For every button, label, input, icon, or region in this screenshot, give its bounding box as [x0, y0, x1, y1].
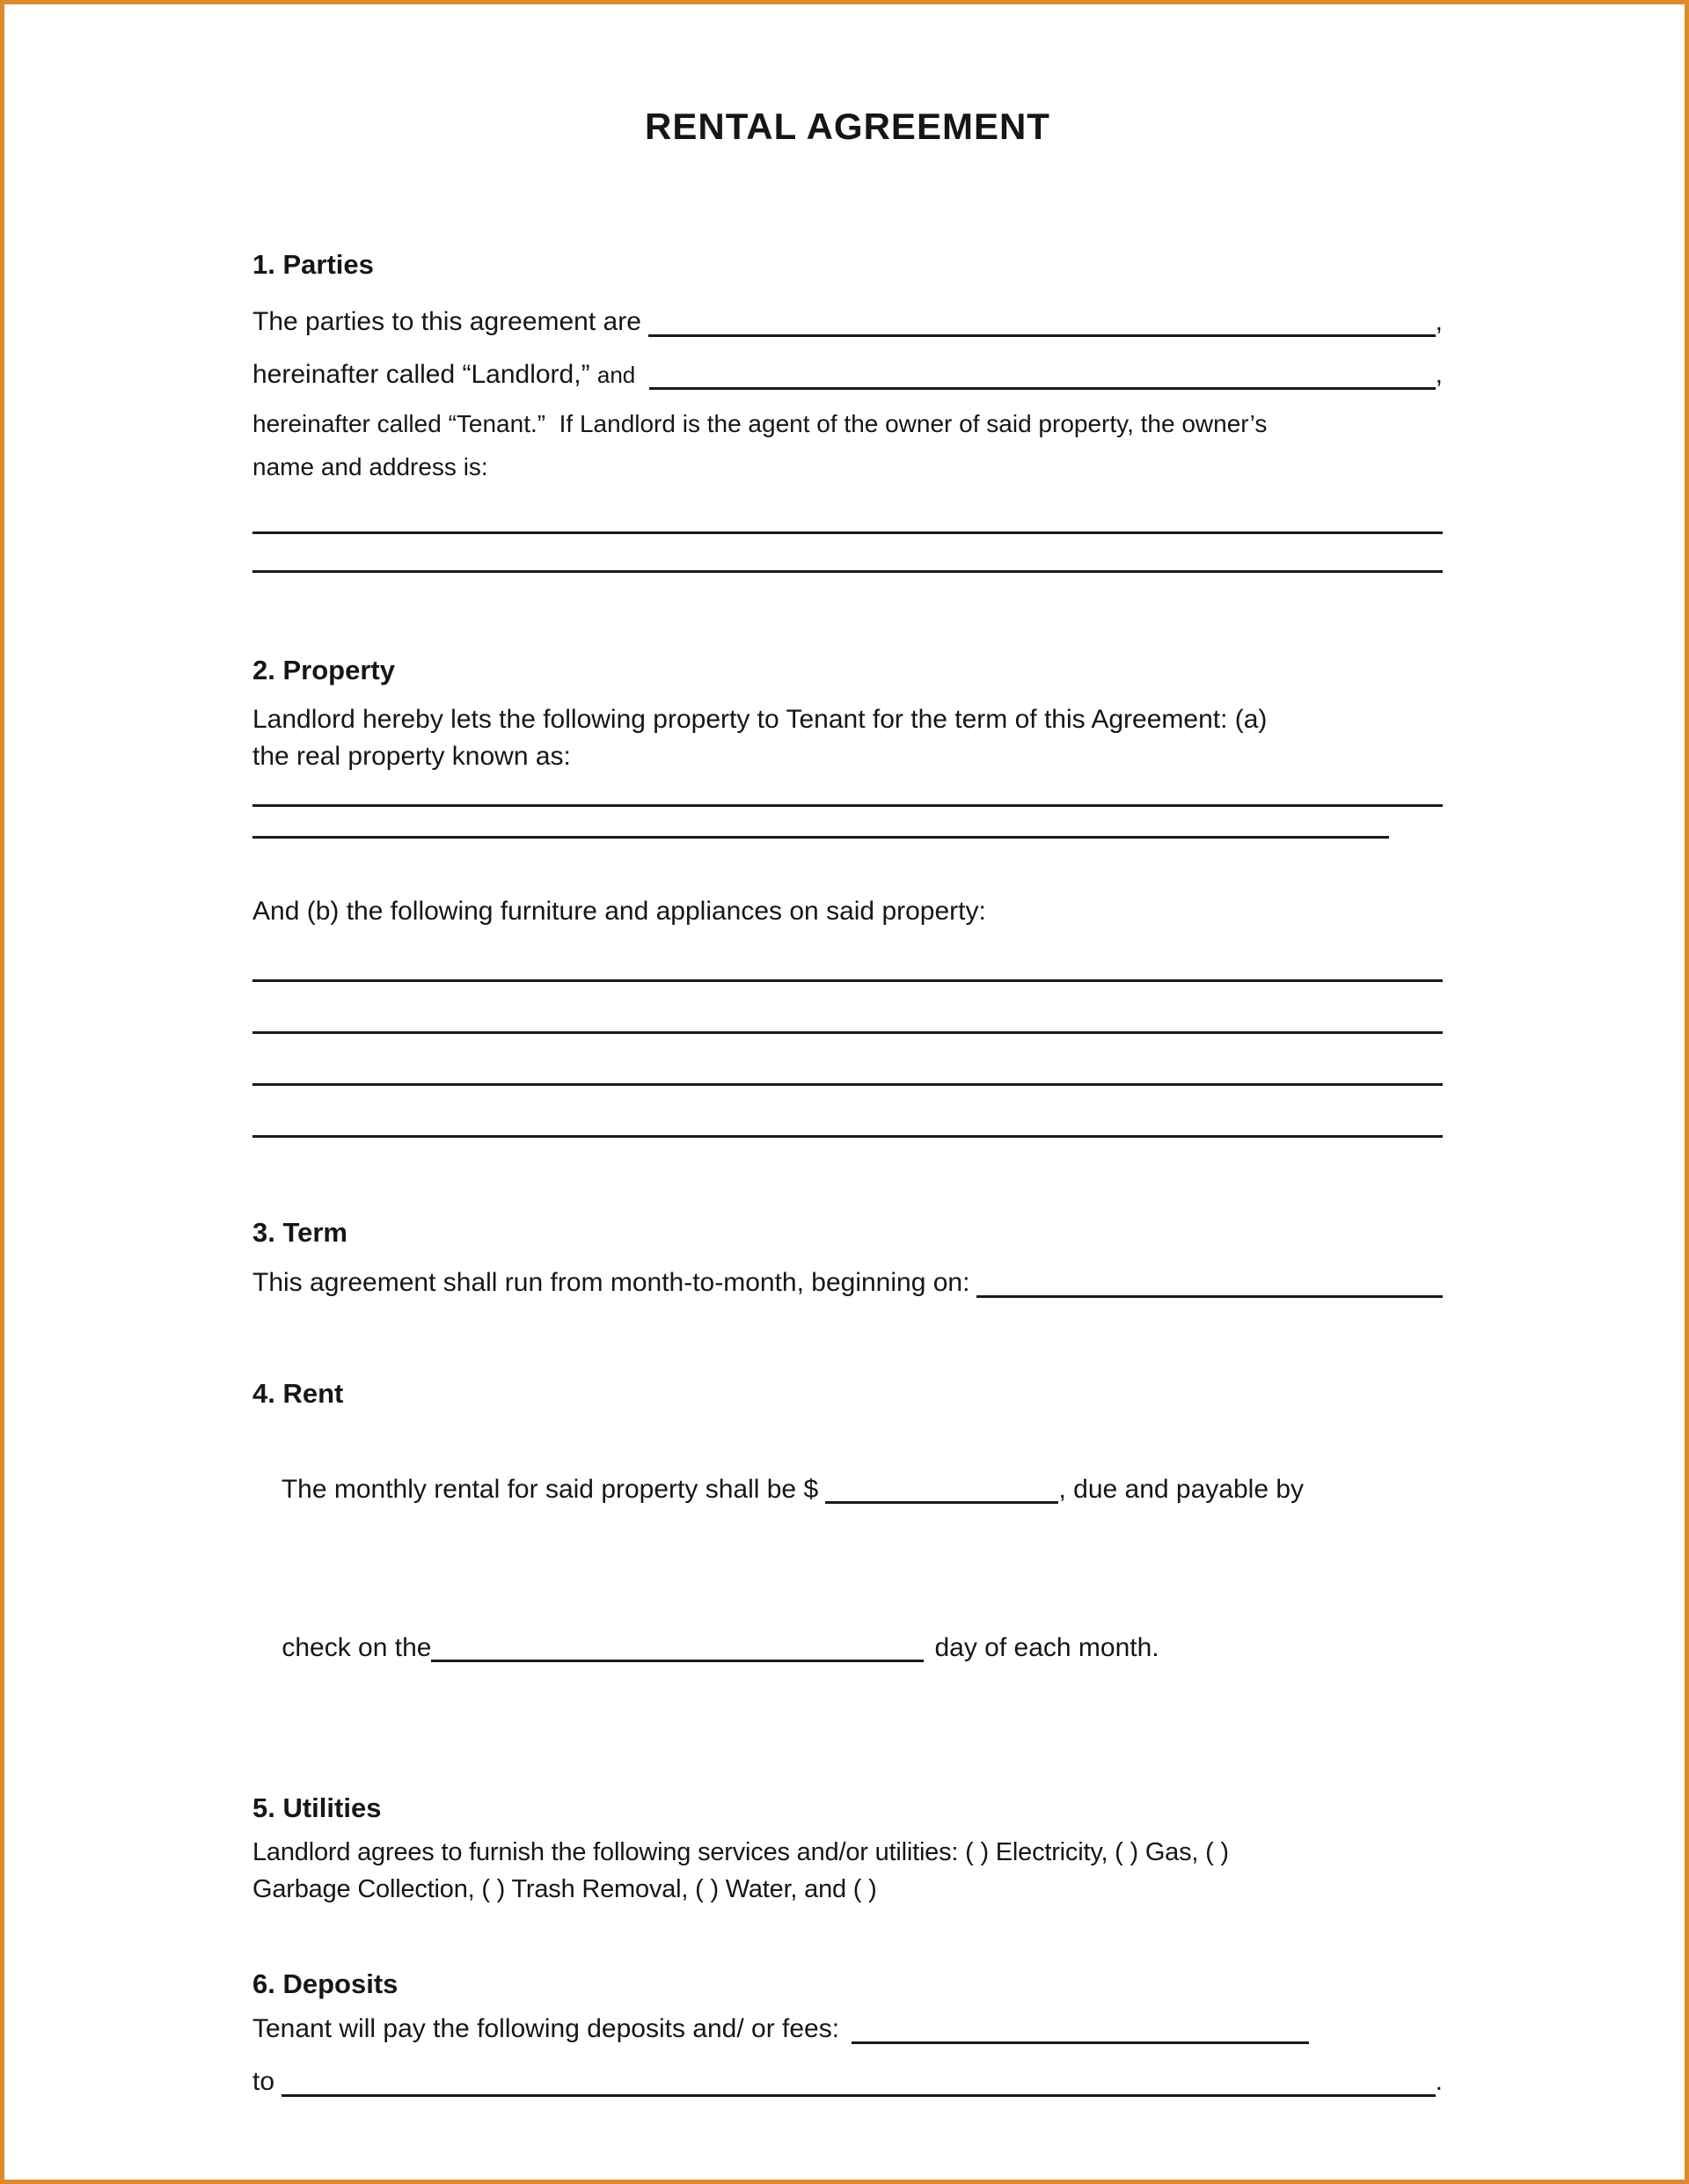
furniture-blank-line-2[interactable] — [252, 996, 1443, 1034]
tenant-name-blank[interactable] — [649, 387, 1436, 390]
utilities-paragraph-line-2: Garbage Collection, ( ) Trash Removal, ( ) Water, and ( ) — [252, 1875, 877, 1903]
rental-agreement-page — [4, 4, 1685, 2180]
term-line — [252, 1257, 1443, 1309]
real-property-blank-line-2[interactable] — [252, 807, 1389, 839]
parties-line-4: name and address is: — [252, 453, 488, 480]
section-heading-utilities: 5. Utilities — [252, 1792, 382, 1823]
furniture-intro-line: And (b) the following furniture and appliances on said property: — [252, 897, 986, 926]
parties-line-1 — [252, 296, 1443, 348]
parties-line-2-comma: , — [1435, 360, 1443, 389]
parties-line-3: hereinafter called “Tenant.” If Landlord is the agent of the owner of said property, the owner’s — [252, 410, 1268, 437]
rent-line-2-text: check on the — [282, 1633, 432, 1662]
deposits-line-2 — [252, 2056, 1443, 2108]
rent-line-1-post: , due and payable by — [1058, 1475, 1305, 1504]
term-line-text: This agreement shall run from month-to-month, beginning on: — [252, 1268, 970, 1297]
owner-address-blank-line-2[interactable] — [252, 534, 1443, 573]
furniture-blank-line-3[interactable] — [252, 1048, 1443, 1086]
deposits-line-2-text: to — [252, 2067, 275, 2096]
parties-line-1-text: The parties to this agreement are — [252, 307, 641, 336]
landlord-name-blank[interactable] — [648, 334, 1436, 337]
rent-line-2-post: day of each month. — [934, 1633, 1159, 1662]
section-heading-property: 2. Property — [252, 655, 395, 685]
term-begin-date-blank[interactable] — [976, 1295, 1443, 1298]
parties-line-1-comma: , — [1435, 307, 1443, 336]
deposits-line-1-text: Tenant will pay the following deposits and/ or fees: — [252, 2014, 840, 2043]
deposits-line-1 — [252, 2003, 1443, 2056]
rent-day-blank[interactable] — [431, 1660, 924, 1662]
section-heading-deposits: 6. Deposits — [252, 1968, 398, 1999]
deposit-payee-blank[interactable] — [282, 2094, 1436, 2097]
utilities-paragraph-line-1: Landlord agrees to furnish the following services and/or utilities: ( ) Electricity, ( ) Gas, ( ) — [252, 1838, 1229, 1866]
deposit-fees-blank[interactable] — [852, 2041, 1309, 2044]
rent-line-1-text: The monthly rental for said property shall be $ — [281, 1475, 826, 1504]
rent-amount-blank[interactable] — [825, 1501, 1058, 1504]
document-title: RENTAL AGREEMENT — [645, 106, 1050, 147]
property-paragraph-line-1: Landlord hereby lets the following property to Tenant for the term of this Agreement: (a) — [252, 705, 1268, 734]
parties-line-2-and: and — [596, 362, 642, 388]
deposits-line-2-period: . — [1435, 2067, 1443, 2096]
rent-line-1 — [252, 1411, 1443, 1569]
owner-address-blank-line-1[interactable] — [252, 498, 1443, 534]
property-paragraph-line-2: the real property known as: — [252, 742, 571, 771]
real-property-blank-line-1[interactable] — [252, 775, 1443, 807]
parties-line-2 — [252, 348, 1443, 401]
section-heading-parties: 1. Parties — [252, 249, 374, 280]
rent-line-2 — [252, 1569, 1443, 1727]
furniture-blank-line-1[interactable] — [252, 944, 1443, 982]
section-heading-term: 3. Term — [252, 1217, 347, 1248]
section-heading-rent: 4. Rent — [252, 1378, 344, 1409]
parties-line-2-text: hereinafter called “Landlord,” — [252, 360, 597, 389]
furniture-blank-line-4[interactable] — [252, 1100, 1443, 1138]
